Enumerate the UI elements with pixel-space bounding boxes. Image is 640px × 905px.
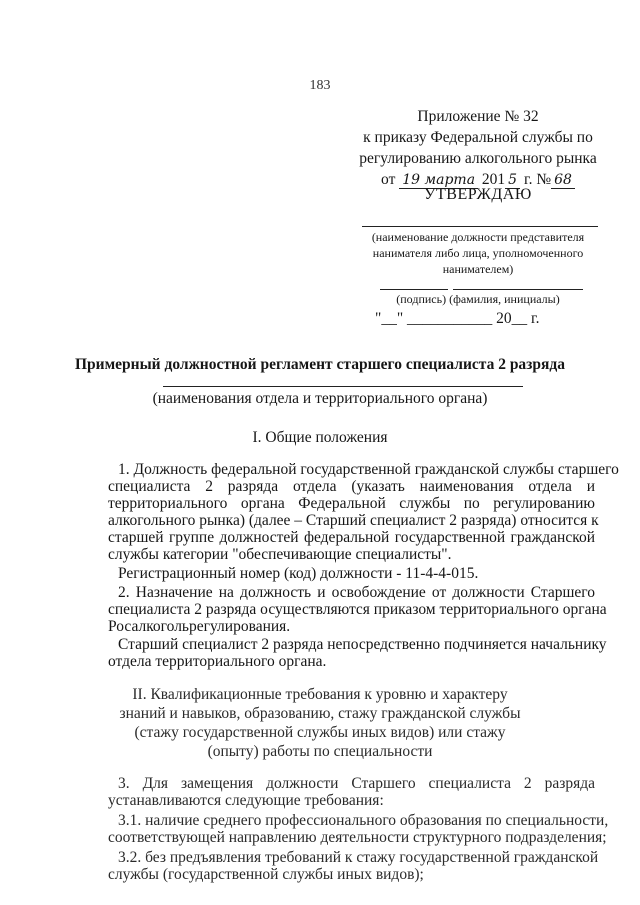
text-line: 1. Должность федеральной государственной гражданской службы старшего [118, 461, 619, 478]
section1-paragraph1 [108, 461, 619, 563]
position-caption-1: (наименование должности представителя [371, 230, 585, 244]
section2-heading-4: (опыту) работы по специальности [207, 743, 433, 760]
section2-heading-1: II. Квалификационные требования к уровню и характеру [132, 686, 508, 703]
department-line [163, 386, 523, 387]
date-year-prefix: 201 [481, 171, 506, 188]
appendix-number: Приложение № 32 [417, 108, 539, 125]
position-line [362, 226, 598, 227]
text-line: 3.2. без предъявления требований к стажу государственной гражданской [118, 849, 599, 866]
section1-paragraph2 [108, 584, 607, 635]
text-line: территориального органа Федеральной службы по регулированию [108, 495, 595, 512]
section2-heading-3: (стажу государственной службы иных видов) или стажу [134, 724, 506, 741]
text-line: старшей группе должностей федеральной государственной гражданской [108, 529, 595, 546]
department-caption: (наименования отдела и территориального органа) [152, 390, 488, 407]
section2-paragraph1 [108, 775, 595, 809]
text-line: службы (государственной службы иных видов); [108, 866, 424, 883]
text-line: 3. Для замещения должности Старшего специалиста 2 разряда [118, 775, 595, 792]
text-line: специалиста 2 разряда осуществляются приказом территориального органа [108, 601, 607, 618]
handwritten-year-digit: 5 [505, 172, 520, 189]
text-line: 2. Назначение на должность и освобождение от должности Старшего [118, 584, 595, 601]
date-number-prefix: г. № [523, 171, 552, 188]
text-line: отдела территориального органа. [108, 653, 327, 670]
text-line: соответствующей направлению деятельности структурного подразделения; [108, 829, 607, 846]
position-caption-2: нанимателя либо лица, уполномоченного [372, 246, 584, 260]
signature-caption: (подпись) (фамилия, инициалы) [396, 292, 560, 306]
name-line [453, 289, 583, 290]
text-line: специалиста 2 разряда отдела (указать наименования отдела и [108, 478, 595, 495]
date-prefix: от [381, 171, 396, 188]
approval-heading: УТВЕРЖДАЮ [424, 186, 532, 203]
position-caption-3: нанимателем) [442, 262, 514, 276]
document-title: Примерный должностной регламент старшего специалиста 2 разряда [74, 356, 566, 373]
section2-paragraph3 [108, 849, 599, 883]
section1-heading: I. Общие положения [252, 429, 388, 446]
text-line: Росалкогольрегулирования. [108, 618, 291, 635]
handwritten-date: 19 марта [399, 172, 478, 189]
order-reference-line2: регулированию алкогольного рынка [359, 150, 597, 167]
text-line: алкогольного рынка) (далее – Старший специалист 2 разряда) относится к [108, 512, 599, 529]
signature-line [380, 289, 448, 290]
page-number: 183 [309, 78, 331, 93]
order-reference-line1: к приказу Федеральной службы по [363, 129, 593, 146]
text-line: Старший специалист 2 разряда непосредственно подчиняется начальнику [118, 636, 607, 653]
section2-heading-2: знаний и навыков, образованию, стажу гражданской службы [119, 705, 521, 722]
approval-date-line: "__" ___________ 20__ г. [375, 310, 540, 327]
handwritten-order-number: 68 [551, 172, 575, 189]
text-line: устанавливаются следующие требования: [108, 792, 384, 809]
text-line: 3.1. наличие среднего профессионального образования по специальности, [118, 812, 609, 829]
section1-paragraph3 [108, 636, 607, 670]
section2-paragraph2 [108, 812, 609, 846]
text-line: службы категории "обеспечивающие специалисты". [108, 546, 452, 563]
registration-number: Регистрационный номер (код) должности - 11-4-4-015. [118, 565, 479, 582]
